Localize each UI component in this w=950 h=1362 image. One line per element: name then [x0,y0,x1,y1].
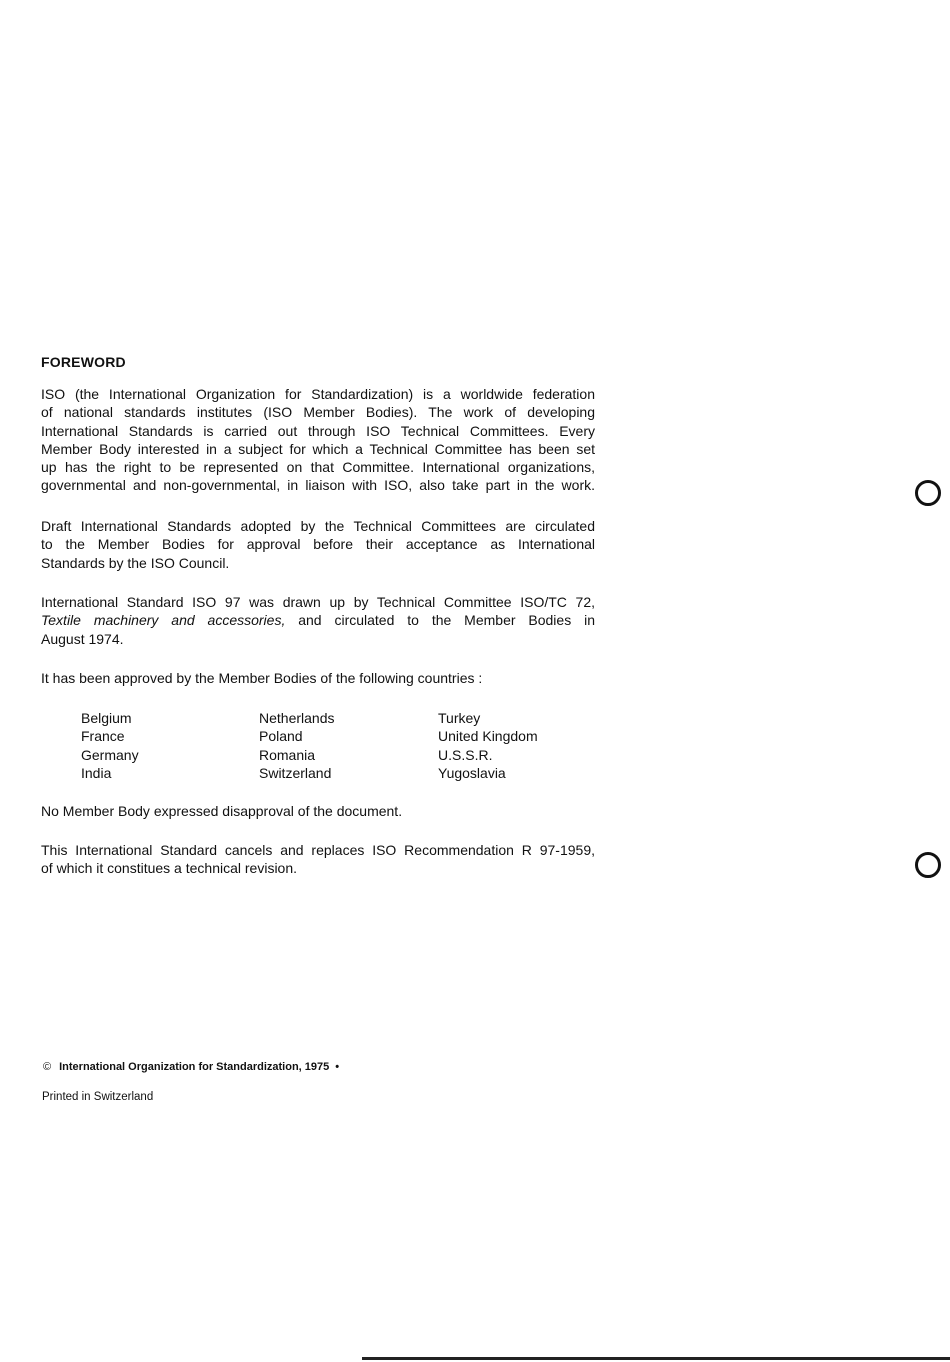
paragraph-line: August 1974. [41,630,124,647]
paragraph-iso-intro [41,385,595,495]
paragraph-draft-standards [41,517,595,572]
foreword-heading: FOREWORD [41,354,126,370]
paragraph-line: of national standards institutes (ISO Member Bodies). The work of developing [41,404,595,421]
country-column [81,709,251,782]
country-item: Poland [259,728,303,745]
country-item: France [81,728,125,745]
country-item: Netherlands [259,710,335,726]
paragraph-line: Standards by the ISO Council. [41,554,230,571]
copyright-notice [43,1061,339,1073]
country-column [438,709,608,782]
paragraph-line: of which it constitues a technical revision. [41,860,298,877]
paragraph-line: governmental and non-governmental, in liaison with ISO, also take part in the work. [41,477,595,494]
country-item: Yugoslavia [438,764,506,781]
copyright-text: International Organization for Standardization, 1975 [59,1061,330,1073]
country-item: Germany [81,746,139,763]
bullet-icon: • [335,1061,340,1073]
paragraph-no-disapproval [41,802,595,820]
country-item: Romania [259,746,316,763]
paragraph-line: This International Standard cancels and replaces ISO Recommendation R 97-1959, [41,842,595,858]
copyright-symbol: © [43,1061,52,1073]
paragraph-line: International Standard ISO 97 was drawn up by Technical Committee ISO/TC 72, [41,594,595,610]
paragraph-line: up has the right to be represented on that Committee. International organizations, [41,459,595,476]
paragraph-line: Draft International Standards adopted by the Technical Committees are circulated [41,518,595,534]
paragraph-iso97-origin [41,593,595,648]
paragraph-line: It has been approved by the Member Bodies of the following countries : [41,670,483,686]
paragraph-approval [41,669,595,687]
country-column [259,709,429,782]
punch-hole-icon [915,480,941,506]
paragraph-line: Member Body interested in a subject for which a Technical Committee has been set [41,440,595,457]
country-item: India [81,764,112,781]
country-item: United Kingdom [438,728,538,745]
country-item: U.S.S.R. [438,746,493,763]
paragraph-line: to the Member Bodies for approval before their acceptance as International [41,536,595,553]
paragraph-line: No Member Body expressed disapproval of the document. [41,803,403,819]
page-edge-rule [362,1357,950,1360]
paragraph-line [41,611,595,629]
paragraph-cancels-replaces [41,841,595,878]
printed-location: Printed in Switzerland [42,1091,154,1103]
country-item: Switzerland [259,764,332,781]
paragraph-line: International Standards is carried out through ISO Technical Committees. Every [41,422,595,439]
paragraph-line: ISO (the International Organization for Standardization) is a worldwide federation [41,386,595,402]
country-item: Belgium [81,710,132,726]
committee-title: Textile machinery and accessories, [41,612,286,629]
punch-hole-icon [915,852,941,878]
country-item: Turkey [438,710,481,726]
paragraph-line-rest: and circulated to the Member Bodies in [285,612,595,629]
